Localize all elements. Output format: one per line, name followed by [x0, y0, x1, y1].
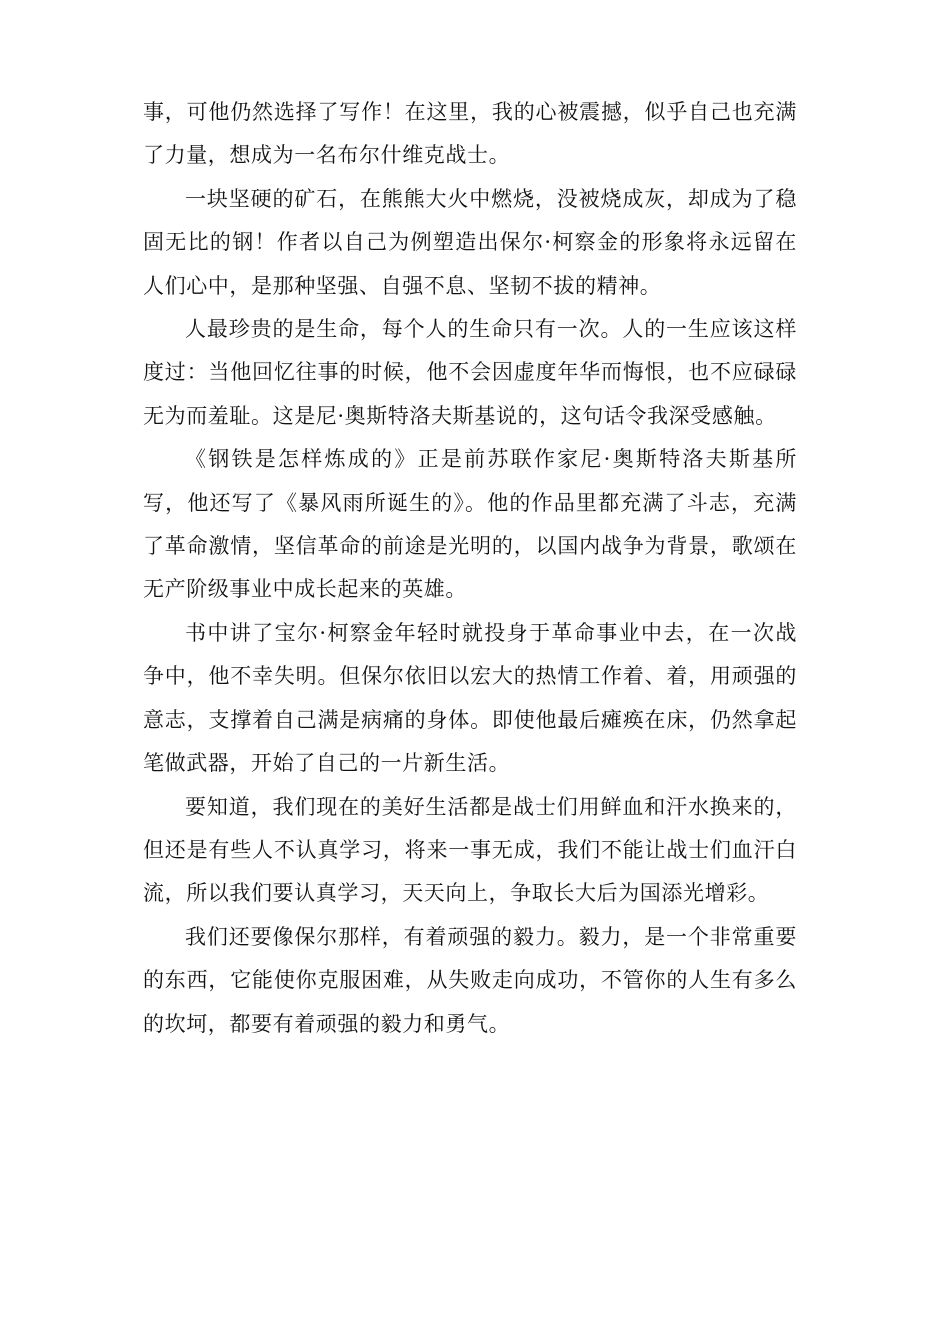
- paragraph: 我们还要像保尔那样，有着顽强的毅力。毅力，是一个非常重要的东西，它能使你克服困难，从失败走向成功，不管你的人生有多么的坎坷，都要有着顽强的毅力和勇气。: [143, 924, 797, 1036]
- paragraph-continued: 事，可他仍然选择了写作！在这里，我的心被震撼，似乎自己也充满了力量，想成为一名布尔什维克战士。: [143, 100, 797, 168]
- paragraph: 书中讲了宝尔·柯察金年轻时就投身于革命事业中去，在一次战争中，他不幸失明。但保尔依旧以宏大的热情工作着、着，用顽强的意志，支撑着自己满是病痛的身体。即使他最后瘫痪在床，仍然拿起笔做武器，开始了自己的一片新生活。: [143, 620, 797, 776]
- paragraph: 要知道，我们现在的美好生活都是战士们用鲜血和汗水换来的，但还是有些人不认真学习，将来一事无成，我们不能让战士们血汗白流，所以我们要认真学习，天天向上，争取长大后为国添光增彩。: [143, 794, 797, 906]
- document-body: [143, 91, 797, 1046]
- paragraph: 《钢铁是怎样炼成的》正是前苏联作家尼·奥斯特洛夫斯基所写，他还写了《暴风雨所诞生的》。他的作品里都充满了斗志，充满了革命激情，坚信革命的前途是光明的，以国内战争为背景，歌颂在无产阶级事业中成长起来的英雄。: [143, 447, 797, 602]
- paragraph: 人最珍贵的是生命，每个人的生命只有一次。人的一生应该这样度过：当他回忆往事的时候，他不会因虚度年华而悔恨，也不应碌碌无为而羞耻。这是尼·奥斯特洛夫斯基说的，这句话令我深受感触。: [143, 317, 797, 428]
- paragraph: 一块坚硬的矿石，在熊熊大火中燃烧，没被烧成灰，却成为了稳固无比的钢！作者以自己为例塑造出保尔·柯察金的形象将永远留在人们心中，是那种坚强、自强不息、坚韧不拔的精神。: [143, 186, 797, 298]
